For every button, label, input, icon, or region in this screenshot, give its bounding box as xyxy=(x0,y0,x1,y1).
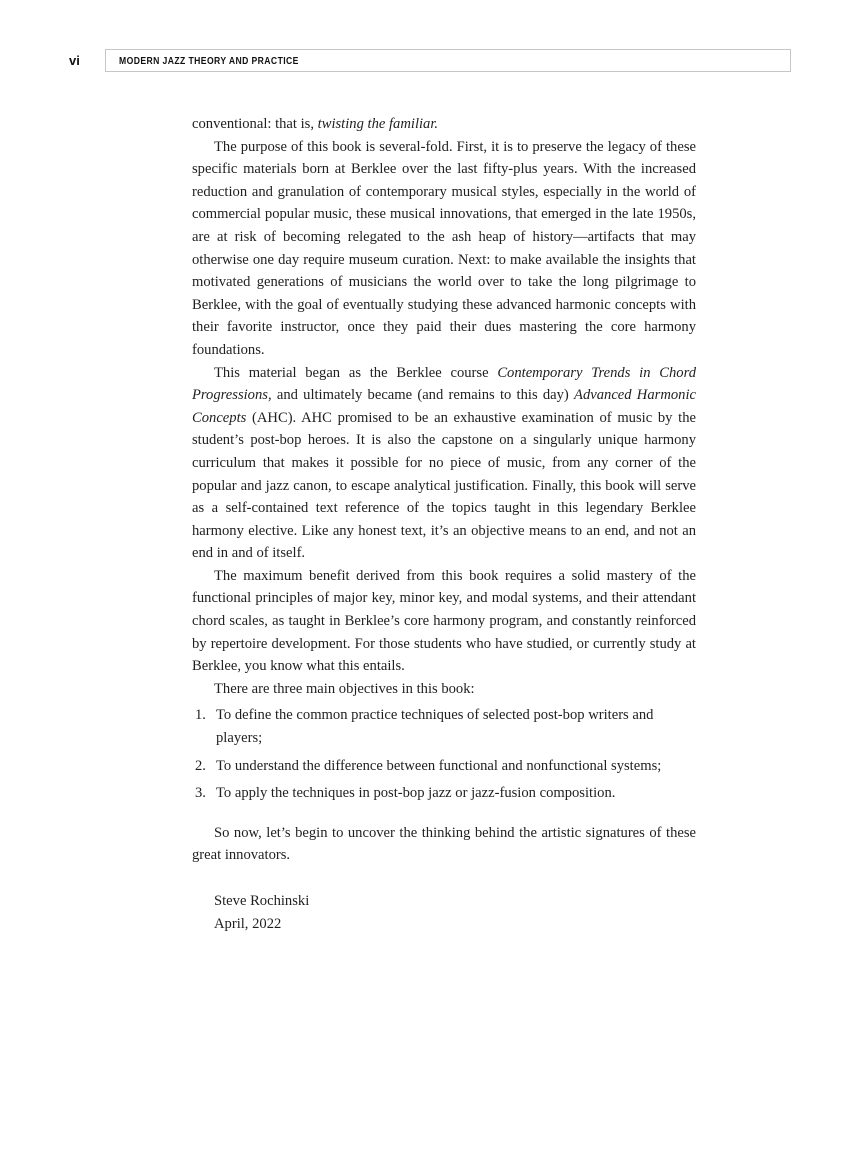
list-item-number: 3. xyxy=(195,785,206,802)
course-history-run-1: This material began as the Berklee course xyxy=(214,364,498,381)
list-item-objective-1 xyxy=(192,704,696,749)
running-header-box xyxy=(105,49,791,72)
italic-phrase-twisting-the-familiar: twisting the familiar. xyxy=(317,116,439,132)
body-text-column xyxy=(192,113,696,935)
page-number: vi xyxy=(69,53,80,68)
page-header xyxy=(69,49,791,72)
paragraph-maximum-benefit: The maximum benefit derived from this book requires a solid mastery of the functional principles of major key, minor key, and modal systems, and their attendant chord scales, as taught in Berklee’s core harmony program, and constantly reinforced by repertoire development. For those students who have studied, or currently study at Berklee, you know what this entails. xyxy=(192,567,696,675)
paragraph-course-history xyxy=(192,362,696,565)
course-history-run-2: , and ultimately became (and remains to this day) xyxy=(267,387,575,404)
signature-date: April, 2022 xyxy=(214,915,282,932)
list-item-objective-2 xyxy=(192,755,696,778)
italic-course-title-advanced-harmonic-concepts: Advanced Harmonic Concepts xyxy=(192,387,696,426)
signature-block xyxy=(214,890,696,935)
paragraph-conventional-text: conventional: that is, xyxy=(192,116,318,132)
list-item-text: To understand the difference between functional and nonfunctional systems; xyxy=(216,757,662,774)
list-item-text: To apply the techniques in post-bop jazz or jazz-fusion composition. xyxy=(216,785,616,802)
list-item-text: To define the common practice techniques of selected post-bop writers and players; xyxy=(216,707,654,747)
course-history-run-3: (AHC). AHC promised to be an exhaustive examination of music by the student’s post-bop heroes. It is also the capstone on a singularly unique harmony curriculum that makes it possible for no piece of music, from any corner of the popular and jazz canon, to escape analytical justification. Finally, this book will serve as a self-contained text reference of the topics taught in this legendary Berklee harmony elective. Like any honest text, it’s an objective means to an end, and not an end in and of itself. xyxy=(192,409,696,562)
paragraph-closing: So now, let’s begin to uncover the thinking behind the artistic signatures of these great innovators. xyxy=(192,824,696,864)
paragraph-purpose: The purpose of this book is several-fold. First, it is to preserve the legacy of these specific materials born at Berklee over the last fifty-plus years. With the increased reduction and granulation of contemporary musical styles, especially in the world of commercial popular music, these musical innovations, that emerged in the late 1950s, are at risk of becoming relegated to the ash heap of history—artifacts that may otherwise one day require museum curation. Next: to make available the insights that motivated generations of musicians the world over to take the long pilgrimage to Berklee, with the goal of eventually studying these advanced harmonic concepts with their favorite instructor, once they paid their dues mastering the core harmony foundations. xyxy=(192,138,696,358)
paragraph-objectives-intro: There are three main objectives in this book: xyxy=(214,680,475,697)
signature-name: Steve Rochinski xyxy=(214,893,310,909)
objectives-list xyxy=(192,704,696,804)
running-header-title: MODERN JAZZ THEORY AND PRACTICE xyxy=(118,54,299,67)
paragraph-conventional xyxy=(192,113,696,136)
italic-course-title-contemporary-trends: Contemporary Trends in Chord Progressions xyxy=(192,364,697,404)
list-item-number: 1. xyxy=(195,707,206,724)
list-item-number: 2. xyxy=(195,757,206,774)
list-item-objective-3 xyxy=(192,782,696,805)
